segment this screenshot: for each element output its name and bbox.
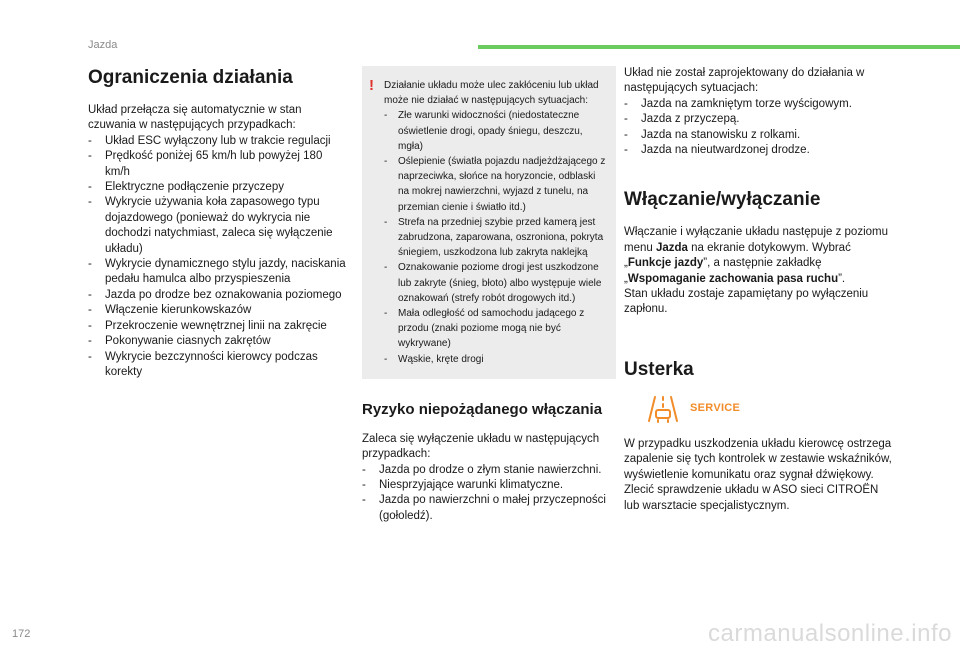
list-item: - Jazda na stanowisku z rolkami.: [624, 128, 894, 143]
list-item: - Prędkość poniżej 65 km/h lub powyżej 180 km/h: [88, 149, 350, 180]
list-item: - Oznakowanie poziome drogi jest uszkodzone lub zakryte (śnieg, błoto) albo występuje wiele oznakowań (strefy robót drogowych itd.): [384, 260, 606, 306]
risk-intro: Zaleca się wyłączenie układu w następujących przypadkach:: [362, 432, 600, 461]
list-item: - Jazda z przyczepą.: [624, 112, 894, 127]
onoff-text: ”.: [838, 272, 846, 285]
onoff-text: Włączanie i wyłączanie układu następuje z poziomu menu: [624, 226, 889, 254]
list-item: - Jazda po drodze bez oznakowania poziomego: [88, 288, 350, 303]
list-item: - Złe warunki widoczności (niedostateczne oświetlenie drogi, opady śniegu, deszczu, mgła): [384, 108, 606, 154]
service-label: SERVICE: [690, 402, 741, 415]
function-name: Funkcje jazdy: [627, 257, 704, 270]
list-item: - Elektryczne podłączenie przyczepy: [88, 180, 350, 195]
not-designed-intro: Układ nie został zaprojektowany do działania w następujących sytuacjach:: [624, 67, 865, 95]
heading-fault: Usterka: [624, 358, 694, 380]
list-item: - Pokonywanie ciasnych zakrętów: [88, 334, 350, 349]
column-onoff-fault: [624, 66, 894, 514]
warning-exclamation-icon: !: [369, 77, 374, 94]
list-item: - Układ ESC wyłączony lub w trakcie regulacji: [88, 134, 350, 149]
warning-intro: Działanie układu może ulec zakłóceniu lub układ może nie działać w następujących sytuacjach:: [384, 80, 599, 107]
service-indicator: [646, 395, 894, 423]
heading-limitations: Ograniczenia działania: [88, 67, 293, 88]
heading-risk: Ryzyko niepożądanego włączania: [362, 400, 603, 418]
heading-onoff: Włączanie/wyłączanie: [624, 189, 821, 211]
menu-name: Jazda: [655, 241, 688, 254]
list-item: - Jazda na nieutwardzonej drodze.: [624, 143, 894, 158]
tab-name: Wspomaganie zachowania pasa ruchu: [627, 272, 839, 285]
watermark: carmanualsonline.info: [708, 620, 952, 647]
fault-advice: Zlecić sprawdzenie układu w ASO sieci CITROËN lub warsztacie specjalistycznym.: [624, 484, 879, 512]
not-designed-list: [624, 97, 894, 159]
list-item: - Strefa na przedniej szybie przed kamerą jest zabrudzona, zaparowana, oszroniona, pokryta śniegiem, uszkodzona lub zakryta naklejką: [384, 215, 606, 261]
list-item: - Wykrycie dynamicznego stylu jazdy, naciskania pedału hamulca albo przyspieszenia: [88, 257, 350, 288]
list-item: - Wąskie, kręte drogi: [384, 352, 606, 367]
list-item: - Mała odległość od samochodu jadącego z przodu (znaki poziome mogą nie być wykrywane): [384, 306, 606, 352]
risk-list: [362, 463, 616, 525]
list-item: - Jazda po nawierzchni o małej przyczepności (gołoledź).: [362, 493, 616, 524]
warning-list: [384, 108, 606, 366]
list-item: - Wykrycie używania koła zapasowego typu dojazdowego (ponieważ do wykrycia nie dochodzi natychmiast, zaleca się wyłączenie układu): [88, 195, 350, 257]
onoff-memory-note: Stan układu zostaje zapamiętany po wyłączeniu zapłonu.: [624, 288, 869, 316]
column-limitations: [88, 66, 350, 380]
fault-paragraph: W przypadku uszkodzenia układu kierowcę ostrzega zapalenie się tych kontrolek w zestawie wskaźników, wyświetlenie komunikatu oraz sygnał dźwiękowy.: [624, 437, 892, 481]
onoff-text: na ekranie dotykowym. Wybrać „: [624, 241, 851, 270]
list-item: - Wykrycie bezczynności kierowcy podczas korekty: [88, 350, 350, 381]
list-item: - Niesprzyjające warunki klimatyczne.: [362, 478, 616, 493]
limitations-list: [88, 134, 350, 381]
column-warning-risk: [362, 66, 616, 524]
warning-box: [362, 66, 616, 379]
onoff-paragraph: [624, 225, 894, 287]
list-item: - Jazda po drodze o złym stanie nawierzchni.: [362, 463, 616, 478]
list-item: - Przekroczenie wewnętrznej linii na zakręcie: [88, 319, 350, 334]
section-title: Jazda: [88, 39, 118, 51]
onoff-text: ”, a następnie zakładkę „: [624, 257, 822, 285]
list-item: - Oślepienie (światła pojazdu nadjeżdżającego z naprzeciwka, słońce na horyzoncie, odblaski na mokrej nawierzchni, wyjazd z tunelu, na przemian cienie i światło itd.): [384, 154, 606, 215]
list-item: - Jazda na zamkniętym torze wyścigowym.: [624, 97, 894, 112]
header-accent-bar: [478, 45, 960, 49]
page-number: 172: [12, 628, 31, 640]
lane-warning-icon: [646, 395, 680, 423]
list-item: - Włączenie kierunkowskazów: [88, 303, 350, 318]
limitations-intro: Układ przełącza się automatycznie w stan czuwania w następujących przypadkach:: [88, 104, 302, 132]
